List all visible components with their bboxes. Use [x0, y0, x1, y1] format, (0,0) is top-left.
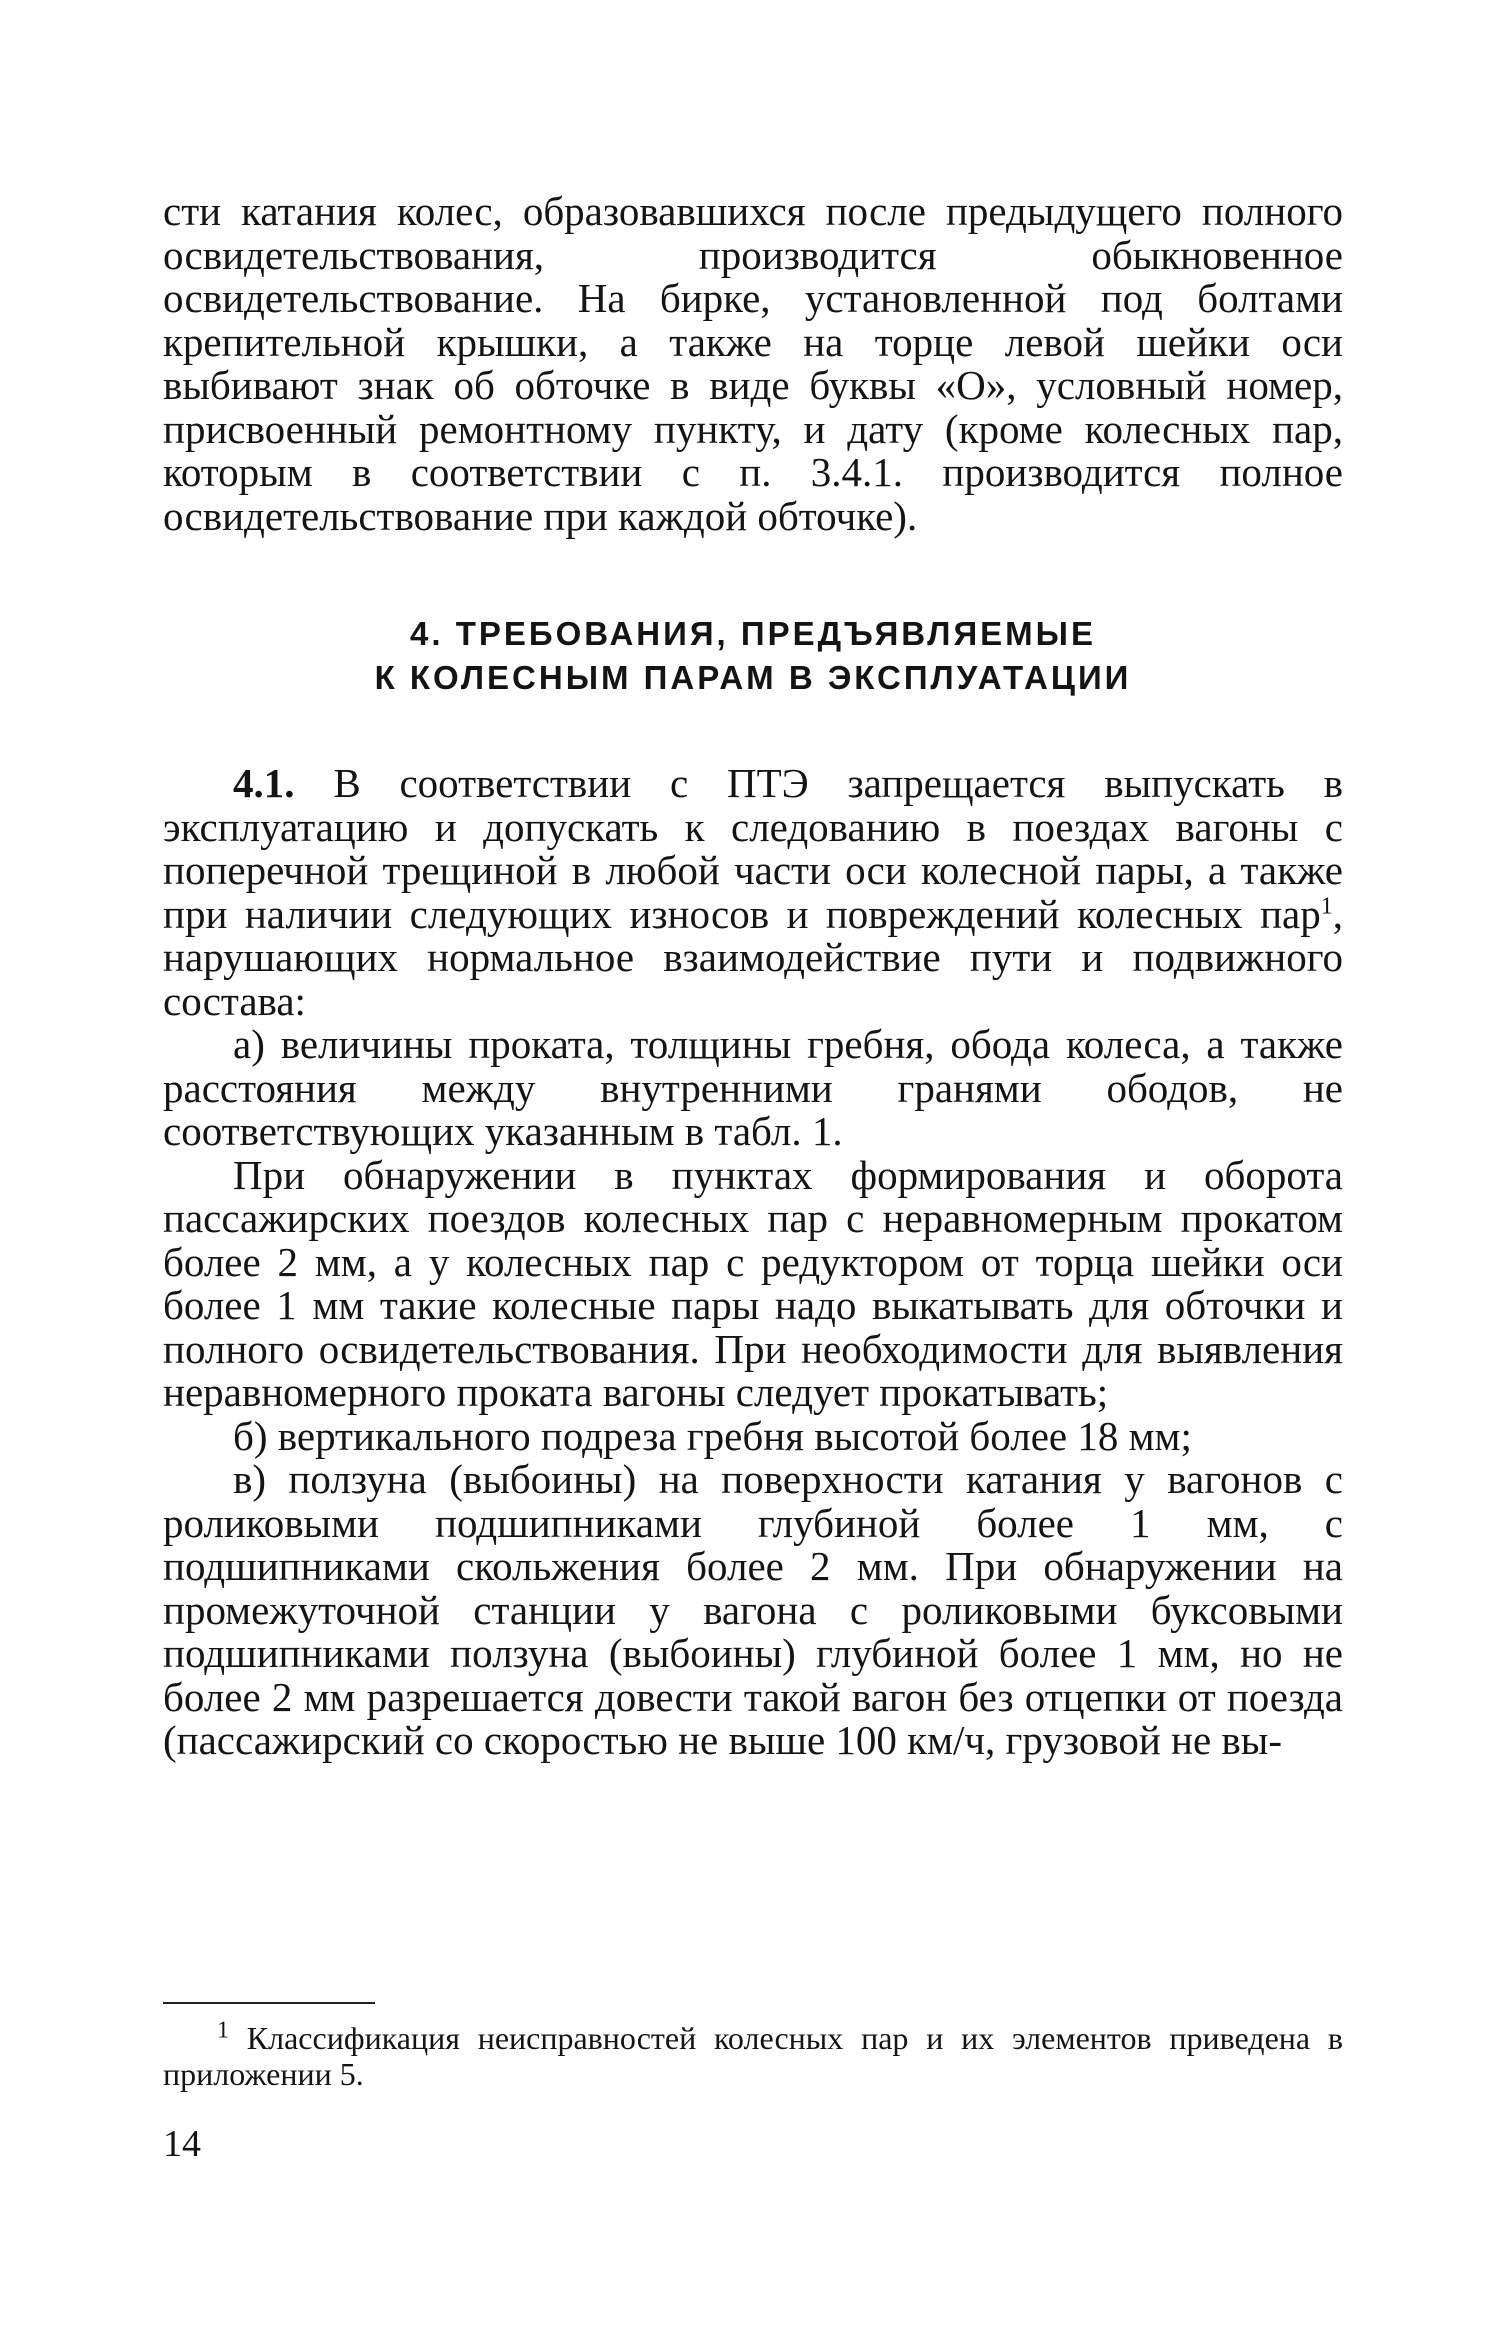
clause-text: В соответствии с ПТЭ запрещается выпускать в эксплуатацию и допускать к следованию в поездах вагоны с поперечной трещиной в любой части оси колесной пары, а также при наличии следующих износов и повреждений колесных пар: [163, 760, 1343, 937]
section-heading-line-1: 4. ТРЕБОВАНИЯ, ПРЕДЪЯВЛЯЕМЫЕ: [410, 615, 1096, 652]
page-body: [163, 190, 1343, 1763]
list-item-a: а) величины проката, толщины гребня, обода колеса, а также расстояния между внутренними гранями ободов, не соответствующих указанным в табл. 1.: [163, 1021, 1343, 1154]
footnote-divider: [163, 2002, 375, 2004]
detection-paragraph: При обнаружении в пунктах формирования и оборота пассажирских поездов колесных пар с неравномерным прокатом более 2 мм, а у колесных пар с редуктором от торца шейки оси более 1 мм такие колесные пары надо выкатывать для обточки и полного освидетельствования. При необходимости для выявления неравномерного проката вагоны следует прокатывать;: [163, 1151, 1343, 1415]
footnote-text: Классификация неисправностей колесных пар и их элементов приведена в приложении 5.: [163, 2020, 1344, 2092]
list-item-b: б) вертикального подреза гребня высотой более 18 мм;: [233, 1412, 1192, 1459]
clause-4-1: [163, 762, 1343, 1023]
section-heading: [163, 612, 1343, 700]
list-item-v: в) ползуна (выбоины) на поверхности катания у вагонов с роликовыми подшипниками глубиной более 1 мм, с подшипниками скольжения более 2 мм. При обнаружении на промежуточной станции у вагона с роликовыми буксовыми подшипниками ползуна (выбоины) глубиной более 1 мм, но не более 2 мм разрешается довести такой вагон без отцепки от поезда (пассажирский со скоростью не выше 100 км/ч, грузовой не вы-: [163, 1456, 1343, 1763]
footnote: [163, 2017, 1344, 2092]
footnote-reference: 1: [1320, 892, 1333, 919]
section-heading-line-2: К КОЛЕСНЫМ ПАРАМ В ЭКСПЛУАТАЦИИ: [374, 659, 1132, 696]
continuation-paragraph: сти катания колес, образовавшихся после предыдущего полного освидетельствования, производится обыкновенное освидетельствование. На бирке, установленной под болтами крепительной крышки, а также на торце левой шейки оси выбивают знак об обточке в виде буквы «О», условный номер, присвоенный ремонтному пункту, и дату (кроме колесных пар, которым в соответствии с п. 3.4.1. производится полное освидетельствование при каждой обточке).: [163, 188, 1343, 539]
clause-number: 4.1.: [233, 760, 295, 806]
page-number: 14: [163, 2123, 201, 2165]
footnote-marker: 1: [217, 2017, 229, 2044]
clause-text-continued: , нарушающих нормальное взаимодействие пути и подвижного состава:: [163, 890, 1343, 1024]
